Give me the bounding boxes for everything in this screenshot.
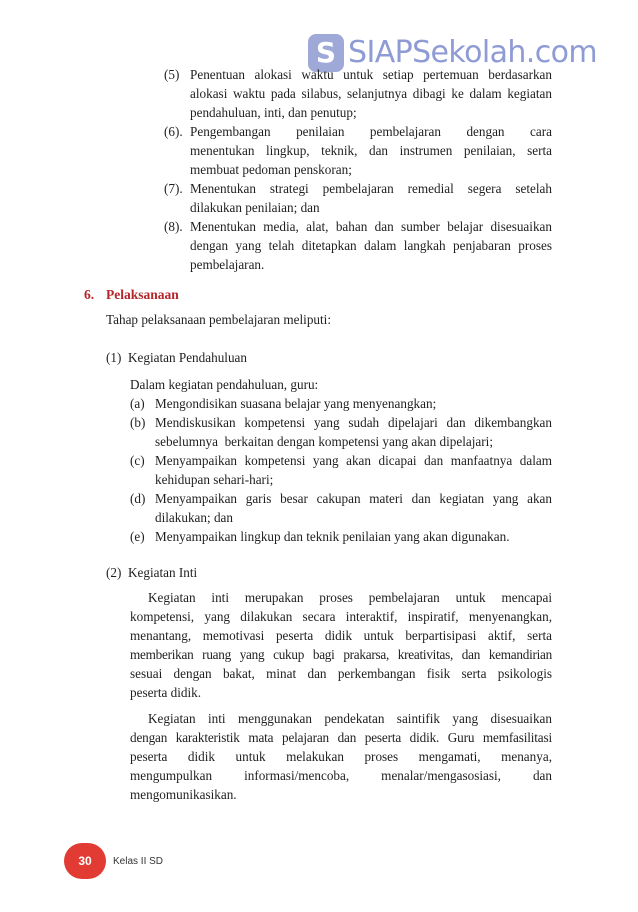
item-number: (8). (164, 219, 183, 234)
section-number: 6. (84, 287, 95, 302)
item-line: Menentukan media, alat, bahan dan sumber belajar disesuaikan (190, 219, 552, 234)
paragraph-line: kompetensi, yang dilakukan secara interaktif, inspiratif, menyenangkan, (130, 609, 552, 624)
list-line: Menyampaikan garis besar cakupan materi dan kegiatan yang akan (155, 491, 552, 506)
paragraph-line: menantang, memotivasi peserta didik untuk berpartisipasi aktif, serta (130, 628, 552, 643)
list-line: Mendiskusikan kompetensi yang sudah dipelajari dan dikembangkan (155, 415, 552, 430)
item-line: Pengembangan penilaian pembelajaran dengan cara (190, 124, 552, 139)
item-number: (7). (164, 181, 183, 196)
paragraph-line: Kegiatan inti menggunakan pendekatan saintifik yang disesuaikan (148, 711, 552, 726)
list-line: sebelumnya berkaitan dengan kompetensi yang akan dipelajari; (155, 434, 493, 449)
list-line: Menyampaikan kompetensi yang akan dicapai dan manfaatnya dalam (155, 453, 552, 468)
watermark-text: SIAPSekolah.com (348, 35, 598, 70)
list-letter: (d) (130, 491, 146, 506)
item-line: dilakukan penilaian; dan (190, 200, 320, 215)
paragraph-line: mengumpulkan informasi/mencoba, menalar/mengasosiasi, dan (130, 768, 552, 783)
paragraph-line: dengan karakteristik mata pelajaran dan peserta didik. Guru memfasilitasi (130, 730, 552, 745)
paragraph-line: peserta didik untuk melakukan proses mengamati, menanya, (130, 749, 552, 764)
item-line: menentukan lingkup, teknik, dan instrumen penilaian, serta (190, 143, 552, 158)
paragraph-line: mengomunikasikan. (130, 787, 237, 802)
paragraph-line: memberikan ruang yang cukup bagi prakarsa, kreativitas, dan kemandirian (130, 647, 552, 662)
list-letter: (b) (130, 415, 146, 430)
subsection-heading: (2) Kegiatan Inti (106, 565, 198, 580)
list-letter: (e) (130, 529, 145, 544)
item-line: alokasi waktu pada silabus, selanjutnya dibagi ke dalam kegiatan (190, 86, 552, 101)
section-title: Pelaksanaan (106, 287, 179, 302)
section-intro: Tahap pelaksanaan pembelajaran meliputi: (106, 312, 331, 327)
item-number: (6). (164, 124, 183, 139)
item-line: Penentuan alokasi waktu untuk setiap pertemuan berdasarkan (190, 67, 552, 82)
item-line: membuat pedoman penskoran; (190, 162, 352, 177)
watermark-badge: S (308, 34, 344, 72)
footer-label: Kelas II SD (113, 856, 164, 867)
list-line: Menyampaikan lingkup dan teknik penilaian yang akan digunakan. (155, 529, 510, 544)
item-line: pembelajaran. (190, 257, 265, 272)
list-line: dilakukan; dan (155, 510, 234, 525)
paragraph-line: sesuai dengan bakat, minat dan perkembangan fisik serta psikologis (130, 666, 552, 681)
item-line: Menentukan strategi pembelajaran remedial segera setelah (190, 181, 552, 196)
paragraph-line: peserta didik. (130, 685, 202, 700)
list-letter: (c) (130, 453, 145, 468)
subsection-heading: (1) Kegiatan Pendahuluan (106, 350, 247, 365)
item-line: pendahuluan, inti, dan penutup; (190, 105, 357, 120)
list-letter: (a) (130, 396, 145, 411)
item-number: (5) (164, 67, 180, 82)
list-line: kehidupan sehari-hari; (155, 472, 274, 487)
paragraph-line: Kegiatan inti merupakan proses pembelajaran untuk mencapai (148, 590, 552, 605)
page-number-badge: 30 (64, 843, 106, 879)
item-line: dengan yang telah ditetapkan dalam langkah penjabaran proses (190, 238, 552, 253)
section-heading (84, 285, 179, 304)
subsection-lead: Dalam kegiatan pendahuluan, guru: (130, 377, 319, 392)
list-line: Mengondisikan suasana belajar yang menyenangkan; (155, 396, 437, 411)
